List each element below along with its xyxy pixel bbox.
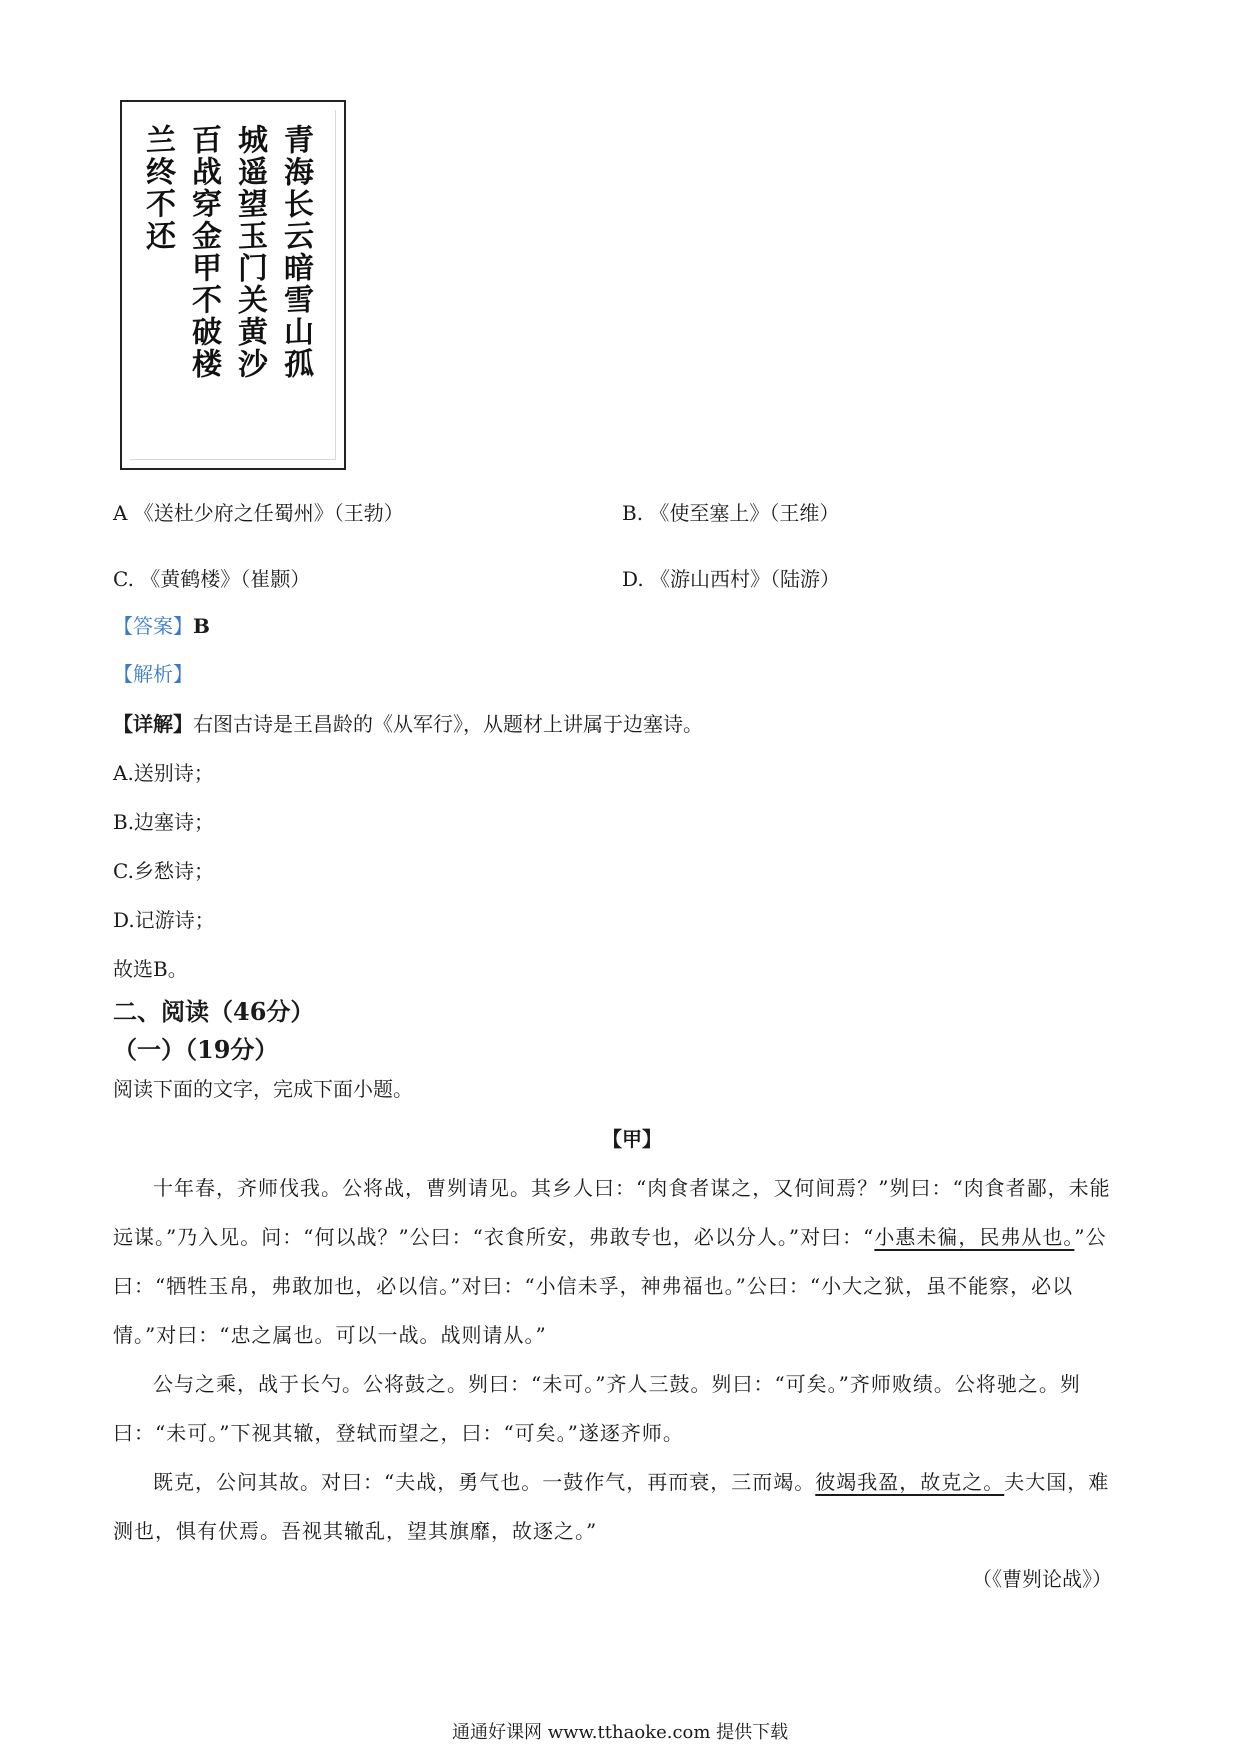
passage-paragraph-2: 公与之乘，战于长勺。公将鼓之。刿曰：“未可。”齐人三鼓。刿曰：“可矣。”齐师败绩。公将驰之。刿曰：“未可。”下视其辙，登轼而望之，曰：“可矣。”遂逐齐师。 xyxy=(113,1372,1081,1445)
section-subtitle: （一）（19分） xyxy=(113,1035,279,1064)
calligraphy-column-1: 青海长云暗雪山孤 xyxy=(278,123,313,382)
p1-underlined: 小惠未徧，民弗从也。 xyxy=(874,1225,1075,1249)
p3-part-b: 夫大国，难测也，惧有伏焉。吾视其辙乱，望其旗靡，故逐之。” xyxy=(113,1470,1110,1543)
passage-paragraph-1 xyxy=(113,1164,1113,1360)
option-d: D. 《游山西村》（陆游） xyxy=(622,567,841,591)
conclusion: 故选B。 xyxy=(113,957,188,981)
passage-paragraph-3 xyxy=(113,1458,1113,1556)
option-c: C. 《黄鹤楼》（崔颢） xyxy=(113,567,311,591)
calligraphy-image xyxy=(120,100,346,470)
instruction: 阅读下面的文字，完成下面小题。 xyxy=(113,1077,413,1101)
choice-d: D.记游诗； xyxy=(113,908,215,932)
section-title: 二、阅读（46分） xyxy=(113,997,315,1026)
p3-underlined: 彼竭我盈，故克之。 xyxy=(815,1470,1005,1494)
p1-part-b: ”公曰：“牺牲玉帛，弗敢加也，必以信。”对曰：“小信未孚，神弗福也。”公曰：“小大之狱，虽不能察，必以情。”对曰：“忠之属也。可以一战。战则请从。” xyxy=(113,1225,1107,1347)
choice-b: B.边塞诗； xyxy=(113,810,215,834)
page-footer: 通通好课网 www.tthaoke.com 提供下载 xyxy=(452,1722,789,1743)
analysis-label: 【解析】 xyxy=(113,662,193,686)
answer-label: 【答案】 xyxy=(113,614,193,638)
passage-source: （《曹刿论战》） xyxy=(972,1567,1112,1591)
calligraphy-column-2: 城遥望玉门关黄沙 xyxy=(232,123,267,382)
passage-tag: 【甲】 xyxy=(602,1127,662,1151)
answer-value: B xyxy=(193,614,210,638)
p1-part-a: 十年春，齐师伐我。公将战，曹刿请见。其乡人曰：“肉食者谋之，又何间焉？”刿曰：“肉食者鄙，未能远谋。”乃入见。问：“何以战？”公曰：“衣食所安，弗敢专也，必以分人。”对曰：“ xyxy=(113,1176,1111,1249)
detail-text: 右图古诗是王昌龄的《从军行》，从题材上讲属于边塞诗。 xyxy=(193,712,703,736)
p3-part-a: 既克，公问其故。对曰：“夫战，勇气也。一鼓作气，再而衰，三而竭。 xyxy=(153,1470,816,1494)
calligraphy-column-4: 兰终不还 xyxy=(140,123,175,254)
answer-line xyxy=(113,612,210,640)
detail-line xyxy=(113,710,703,738)
calligraphy-column-3: 百战穿金甲不破楼 xyxy=(186,123,221,382)
detail-label: 【详解】 xyxy=(113,712,193,736)
choice-a: A.送别诗； xyxy=(113,761,214,785)
option-b: B. 《使至塞上》（王维） xyxy=(622,501,840,525)
choice-c: C.乡愁诗； xyxy=(113,859,214,883)
option-a: A 《送杜少府之任蜀州》（王勃） xyxy=(113,501,404,525)
